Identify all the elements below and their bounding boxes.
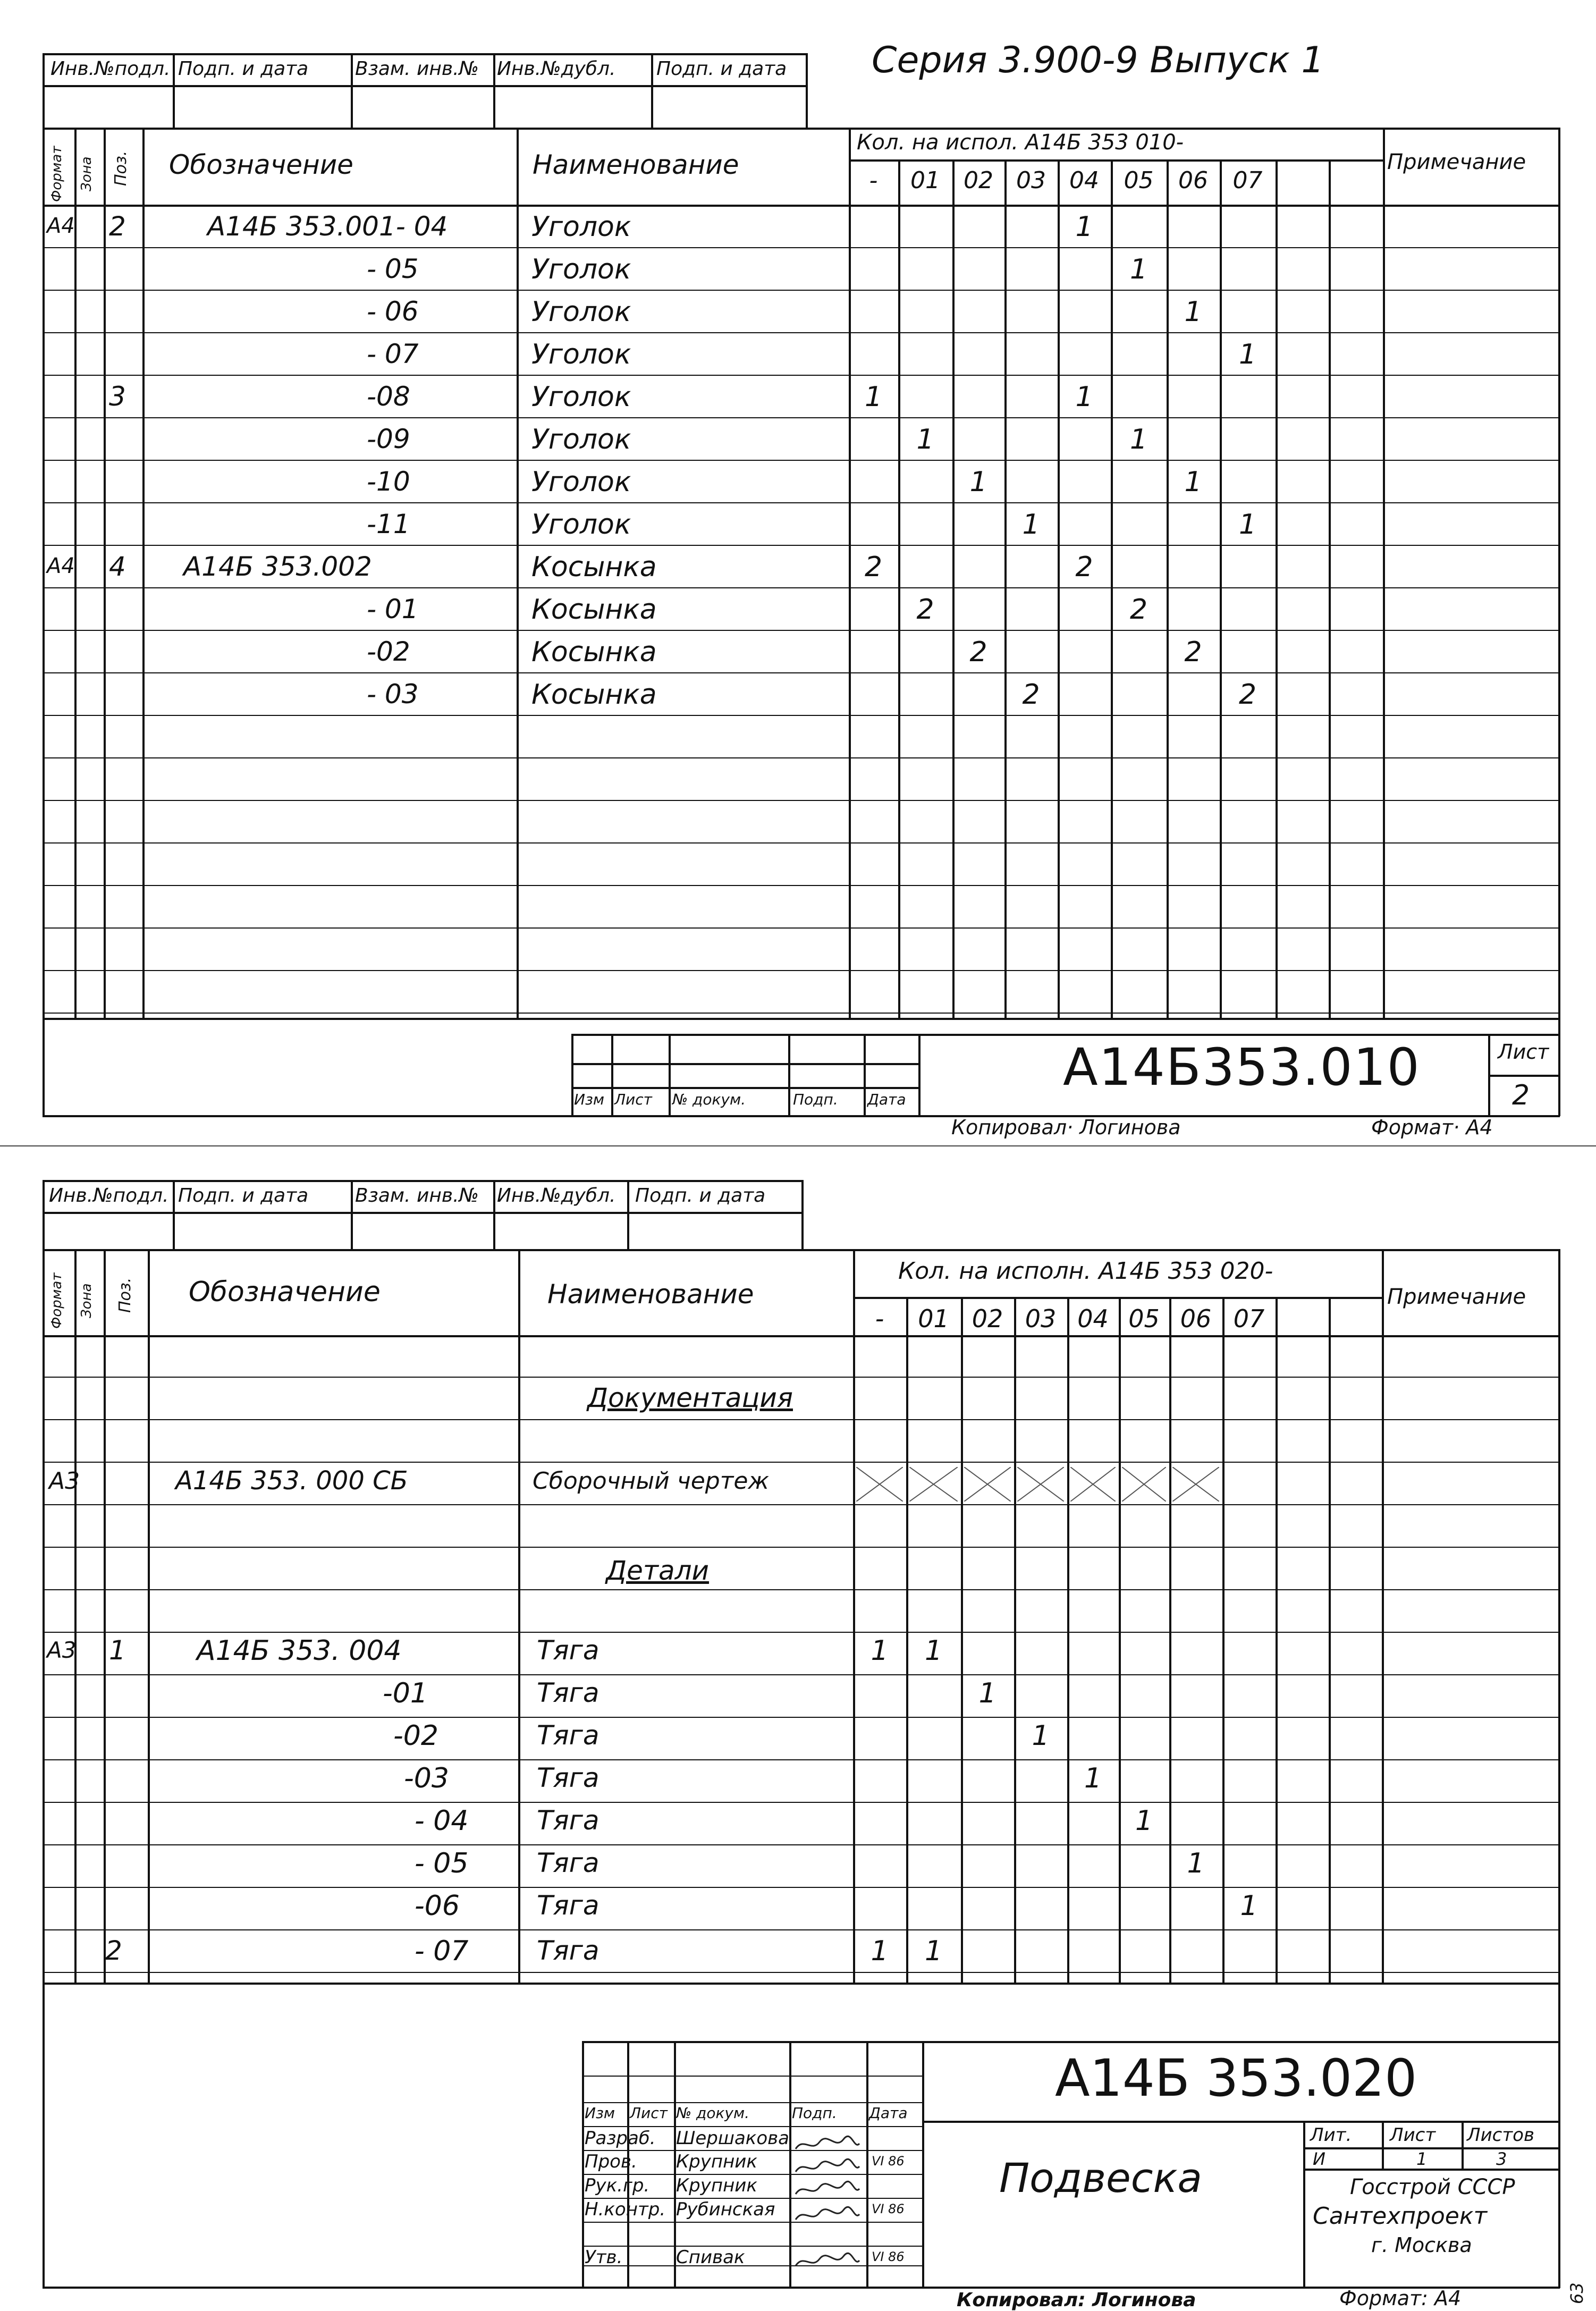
row-name: Уголок	[531, 296, 631, 328]
row2-designation: - 04	[415, 1805, 469, 1837]
tb2-label: Подп.	[792, 2104, 837, 2122]
stamp-label-vzam-inv: Взам. инв.№	[355, 58, 479, 80]
row-qty: 1	[1184, 296, 1202, 328]
row-qty: 1	[1184, 466, 1202, 498]
tb2-person: Рубинская	[676, 2199, 775, 2220]
row2-name: Тяга	[537, 1677, 599, 1708]
row2-qty: 1	[924, 1935, 943, 1967]
row2-qty: 1	[871, 1635, 889, 1667]
row-qty: 2	[1238, 679, 1257, 711]
no-entry-cross-mark	[1172, 1467, 1219, 1502]
row2-designation: - 05	[415, 1848, 469, 1879]
col-pos: Поз.	[112, 150, 130, 186]
stamp2-label-inv-podl: Инв.№подл.	[49, 1185, 169, 1207]
row-name: Уголок	[531, 509, 631, 541]
signature-mark	[793, 2179, 862, 2200]
tb2-lit: И	[1313, 2149, 1325, 2169]
row2-qty: 1	[1032, 1720, 1050, 1752]
stamp-label-podp-date: Подп. и дата	[178, 58, 309, 80]
col2-format: Формат	[49, 1272, 65, 1329]
no-entry-cross-mark	[1017, 1467, 1064, 1502]
frame-top	[43, 128, 1560, 130]
tb2-org-1: Госстрой СССР	[1350, 2175, 1515, 2199]
sheet2-copied-by: Копировал: Логинова	[957, 2289, 1196, 2311]
tb2-role: Пров.	[585, 2151, 637, 2172]
qty-title: Кол. на испол. А14Б 353 010-	[857, 130, 1184, 155]
row-designation: - 07	[367, 339, 419, 369]
frame-left	[43, 53, 45, 1116]
row-designation: - 05	[367, 254, 419, 284]
variant-header: 01	[910, 167, 940, 194]
row2-designation: -06	[415, 1890, 460, 1922]
margin-number: 63	[1567, 2282, 1587, 2304]
tb2-sheet-label: Лист	[1390, 2124, 1436, 2146]
no-entry-cross-mark	[1122, 1467, 1166, 1502]
variant2-header: 03	[1025, 1304, 1057, 1333]
col2-note: Примечание	[1387, 1285, 1526, 1309]
row-name: Косынка	[531, 679, 657, 711]
row-format: А4	[47, 214, 75, 238]
row-name: Уголок	[531, 254, 631, 285]
row-designation: - 03	[367, 679, 419, 710]
tb2-date: VI 86	[872, 2202, 905, 2216]
variant-header: 07	[1232, 167, 1263, 194]
row-designation: А14Б 353.002	[183, 551, 372, 582]
row-designation: -11	[367, 509, 410, 539]
row-designation: -10	[367, 466, 410, 497]
tb2-person: Крупник	[676, 2175, 757, 2196]
tb2-org-3: г. Москва	[1371, 2233, 1472, 2257]
row-qty: 1	[969, 466, 987, 498]
row-qty: 1	[916, 424, 934, 456]
signature-mark	[793, 2157, 862, 2178]
col-name: Наименование	[533, 149, 739, 180]
row-name: Косынка	[531, 551, 657, 583]
row2-name: Тяга	[537, 1805, 599, 1836]
stamp2-label-inv-dubl: Инв.№дубл.	[497, 1185, 616, 1207]
tb2-role: Н.контр.	[585, 2199, 666, 2220]
page-separator	[0, 1145, 1596, 1146]
row2-format: А3	[47, 1637, 77, 1663]
stamp-mid-line	[43, 85, 808, 87]
tb2-role: Рук.гр.	[585, 2175, 650, 2196]
row-qty: 2	[864, 551, 883, 583]
stamp2-label-podp-date: Подп. и дата	[178, 1185, 309, 1207]
signature-mark	[793, 2134, 862, 2155]
variant-header: 05	[1124, 167, 1154, 194]
tb2-person: Шершакова	[676, 2128, 790, 2149]
variant-header: 06	[1178, 167, 1208, 194]
stamp-right-line	[806, 53, 808, 128]
col-format: Формат	[49, 146, 65, 202]
stamp2-label-podp-date-2: Подп. и дата	[635, 1185, 766, 1207]
signature-mark	[793, 2251, 862, 2272]
series-header: Серия 3.900-9 Выпуск 1	[872, 39, 1324, 81]
tb2-sheets-label: Листов	[1467, 2124, 1535, 2146]
col2-designation: Обозначение	[189, 1276, 381, 1308]
rows-end-line	[43, 1018, 1560, 1020]
variant-header: 03	[1016, 167, 1046, 194]
row-designation: -02	[367, 636, 410, 667]
stamp-top-line	[43, 53, 808, 55]
row-name: Уголок	[531, 466, 631, 498]
row-designation: А14Б 353.001- 04	[207, 211, 448, 242]
col-zone: Зона	[79, 156, 95, 191]
row-qty: 1	[1075, 211, 1093, 243]
assembly-name: Сборочный чертеж	[533, 1467, 770, 1495]
row2-designation: - 07	[415, 1935, 469, 1967]
section-documentation: Документация	[587, 1382, 793, 1413]
variant2-header: 07	[1233, 1304, 1265, 1333]
col-note: Примечание	[1387, 150, 1526, 174]
tb2-sheets: 3	[1496, 2149, 1507, 2169]
col2-zone: Зона	[79, 1283, 95, 1318]
row-name: Косынка	[531, 594, 657, 626]
row-position: 2	[109, 211, 126, 242]
tb2-label: № докум.	[676, 2104, 750, 2122]
tb1-label-list: Лист	[614, 1091, 652, 1108]
tb2-sheet: 1	[1416, 2149, 1428, 2169]
row-name: Косынка	[531, 636, 657, 668]
tb1-sheet-no: 2	[1512, 1079, 1530, 1111]
section-details: Детали	[606, 1555, 710, 1586]
row2-qty: 1	[1135, 1805, 1153, 1837]
col2-pos: Поз.	[116, 1277, 134, 1313]
signature-mark	[793, 2205, 862, 2226]
tb2-org-2: Сантехпроект	[1313, 2203, 1488, 2230]
row2-position: 1	[109, 1635, 126, 1666]
no-entry-cross-mark	[964, 1467, 1011, 1502]
tb2-code: А14Б 353.020	[1055, 2048, 1417, 2108]
row-position: 4	[109, 551, 126, 582]
row-name: Уголок	[531, 211, 631, 243]
sheet1-copied-by: Копировал· Логинова	[951, 1116, 1181, 1139]
tb1-label-date: Дата	[867, 1091, 906, 1108]
row-qty: 2	[1075, 551, 1093, 583]
row2-designation: -01	[383, 1677, 428, 1709]
tb1-label-izm: Изм	[574, 1091, 604, 1108]
row2-name: Тяга	[537, 1890, 599, 1921]
row2-name: Тяга	[537, 1762, 599, 1793]
row2-qty: 1	[871, 1935, 889, 1967]
row2-name: Тяга	[537, 1720, 599, 1751]
variant2-header: 02	[972, 1304, 1003, 1333]
row-qty: 1	[1129, 424, 1148, 456]
tb2-person: Крупник	[676, 2151, 757, 2172]
col2-name: Наименование	[547, 1279, 754, 1310]
sheet2-format: Формат: А4	[1339, 2287, 1462, 2310]
row-name: Уголок	[531, 381, 631, 413]
row2-designation: -03	[404, 1762, 449, 1794]
stamp-label-podp-date-2: Подп. и дата	[656, 58, 787, 80]
variant2-header: 06	[1180, 1304, 1212, 1333]
row2-designation: А14Б 353. 004	[197, 1635, 402, 1667]
row-format: А4	[47, 554, 75, 578]
row2-qty: 1	[1084, 1762, 1102, 1794]
tb2-label: Изм	[585, 2104, 615, 2122]
tb1-code: А14Б353.010	[1063, 1038, 1421, 1097]
row2-name: Тяга	[537, 1935, 599, 1966]
no-entry-cross-mark	[856, 1467, 903, 1502]
row2-qty: 1	[978, 1677, 997, 1709]
tb2-lit-label: Лит.	[1310, 2124, 1352, 2146]
row2-qty: 1	[1187, 1848, 1205, 1879]
frame-right	[1558, 128, 1560, 1116]
stamp-label-inv-dubl: Инв.№дубл.	[497, 58, 616, 80]
row2-name: Тяга	[537, 1635, 599, 1666]
row-qty: 2	[1184, 636, 1202, 668]
row-qty: 2	[1129, 594, 1148, 626]
row-position: 3	[109, 381, 126, 412]
row-qty: 1	[864, 381, 883, 413]
row2-designation: -02	[393, 1720, 438, 1752]
row2-qty: 1	[924, 1635, 943, 1667]
assembly-format: А3	[49, 1467, 80, 1495]
stamp2-label-vzam-inv: Взам. инв.№	[355, 1185, 479, 1207]
header-bottom	[43, 205, 1560, 207]
row2-qty: 1	[1240, 1890, 1258, 1922]
variant2-header: 05	[1128, 1304, 1160, 1333]
row-qty: 1	[1129, 254, 1148, 285]
row-qty: 2	[1022, 679, 1040, 711]
sheet1-format: Формат· А4	[1371, 1116, 1493, 1139]
tb1-label-podp: Подп.	[793, 1091, 838, 1108]
row-designation: - 01	[367, 594, 419, 625]
tb2-date: VI 86	[872, 2249, 905, 2264]
frame-bottom	[43, 1115, 1560, 1117]
row-designation: - 06	[367, 296, 419, 327]
stamp-label-inv-podl: Инв.№подл.	[50, 58, 171, 80]
tb1-sheet-label: Лист	[1498, 1040, 1549, 1064]
qty2-title: Кол. на исполн. А14Б 353 020-	[898, 1258, 1273, 1285]
variant-header: 02	[964, 167, 993, 194]
row2-name: Тяга	[537, 1848, 599, 1878]
row-qty: 1	[1238, 339, 1257, 370]
tb2-role: Разраб.	[585, 2128, 656, 2149]
row-qty: 2	[969, 636, 987, 668]
row-qty: 2	[916, 594, 934, 626]
row-designation: -08	[367, 381, 410, 412]
row2-position: 2	[105, 1935, 122, 1966]
variant-header: 04	[1069, 167, 1099, 194]
col-designation: Обозначение	[169, 149, 353, 180]
row-qty: 1	[1022, 509, 1040, 541]
row-designation: -09	[367, 424, 410, 454]
tb2-role: Утв.	[585, 2247, 623, 2268]
tb1-label-doc: № докум.	[672, 1091, 746, 1108]
row-name: Уголок	[531, 339, 631, 370]
tb2-label: Дата	[869, 2104, 908, 2122]
tb2-date: VI 86	[872, 2154, 905, 2169]
variant-header: -	[869, 167, 878, 194]
tb2-label: Лист	[630, 2104, 668, 2122]
variant2-header: 04	[1077, 1304, 1109, 1333]
row-name: Уголок	[531, 424, 631, 456]
row-qty: 1	[1238, 509, 1257, 541]
no-entry-cross-mark	[1070, 1467, 1116, 1502]
variant2-header: -	[875, 1304, 884, 1333]
no-entry-cross-mark	[909, 1467, 958, 1502]
row-qty: 1	[1075, 381, 1093, 413]
variant2-header: 01	[918, 1304, 949, 1333]
tb2-title: Подвеска	[999, 2154, 1203, 2202]
tb2-person: Спивак	[676, 2247, 745, 2268]
qty-title-line	[849, 159, 1383, 162]
assembly-designation: А14Б 353. 000 СБ	[175, 1466, 408, 1496]
